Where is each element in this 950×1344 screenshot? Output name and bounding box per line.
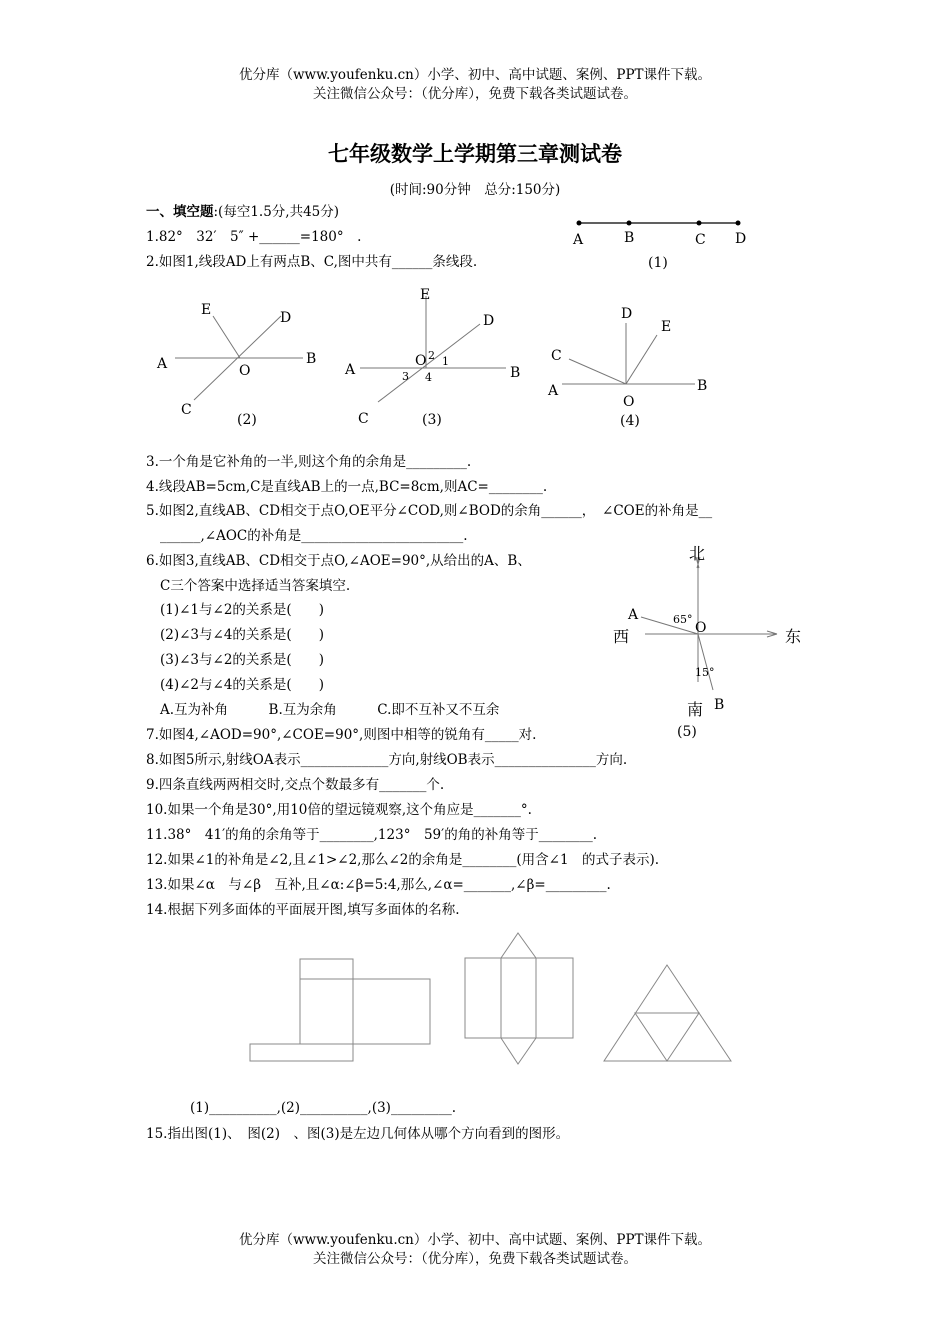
section-heading (146, 203, 339, 221)
fig2-label-d: D (280, 310, 292, 326)
fig5-label-b: B (714, 697, 725, 713)
question-6-options: A.互为补角 B.互为余角 C.即不互补又不互余 (160, 702, 500, 718)
fig3-label-a: A (345, 362, 356, 378)
fig2-caption: (2) (237, 412, 257, 428)
fig2-label-o: O (239, 363, 251, 379)
question-6-line-1: 6.如图3,直线AB、CD相交于点O,∠AOE=90°,从给出的A、B、 (146, 553, 531, 569)
page-subtitle: (时间:90分钟 总分:150分) (389, 182, 561, 198)
question-6-line-2: C三个答案中选择适当答案填空. (160, 578, 351, 594)
fig3-label-c: C (358, 411, 369, 427)
section-heading-label: 一、填空题 (146, 204, 214, 220)
fig4-label-d: D (621, 306, 633, 322)
header-line-2: 关注微信公众号：（优分库），免费下载各类试题试卷。 (313, 86, 637, 102)
net-3 (603, 963, 735, 1063)
question-6-item-2: (2)∠3与∠4的关系是( ) (160, 627, 324, 643)
figure-3 (340, 282, 530, 432)
fig3-label-b: B (510, 365, 521, 381)
fig3-label-2: 2 (428, 349, 435, 362)
fig1-caption: (1) (648, 255, 668, 271)
fig4-label-a: A (548, 383, 559, 399)
fig2-label-b: B (306, 351, 317, 367)
net-1 (249, 958, 434, 1063)
figure-2 (150, 295, 330, 435)
question-5-line-2: ______,∠AOC的补角是________________________. (160, 528, 468, 544)
question-14: 14.根据下列多面体的平面展开图,填写多面体的名称. (146, 902, 460, 918)
question-2: 2.如图1,线段AD上有两点B、C,图中共有______条线段. (146, 254, 478, 270)
fig5-east: 东 (785, 627, 802, 646)
fig2-label-c: C (181, 402, 192, 418)
fig5-angle-b: 15° (695, 666, 715, 679)
question-6-item-4: (4)∠2与∠4的关系是( ) (160, 677, 324, 693)
question-6-item-1: (1)∠1与∠2的关系是( ) (160, 602, 324, 618)
fig1-label-b: B (624, 230, 635, 246)
page-title: 七年级数学上学期第三章测试卷 (328, 142, 622, 166)
figure-1 (570, 215, 760, 275)
question-6-item-3: (3)∠3与∠2的关系是( ) (160, 652, 324, 668)
fig3-label-e: E (420, 287, 431, 303)
fig3-label-4: 4 (425, 371, 432, 384)
fig5-label-a: A (628, 607, 639, 623)
fig5-label-o: O (695, 620, 707, 636)
footer-line-2: 关注微信公众号：（优分库），免费下载各类试题试卷。 (313, 1251, 637, 1267)
figure-5 (605, 542, 815, 742)
fig2-label-e: E (201, 302, 212, 318)
question-14-answers: (1)__________,(2)__________,(3)_________. (190, 1100, 456, 1116)
section-heading-note: :(每空1.5分,共45分) (213, 204, 340, 220)
question-3: 3.一个角是它补角的一半,则这个角的余角是_________. (146, 454, 472, 470)
fig5-west: 西 (613, 627, 630, 646)
fig3-label-d: D (483, 313, 495, 329)
fig1-label-c: C (695, 232, 706, 248)
question-4: 4.线段AB=5cm,C是直线AB上的一点,BC=8cm,则AC=________. (146, 479, 548, 495)
fig4-label-o: O (623, 394, 635, 410)
fig5-north: 北 (689, 544, 706, 563)
fig4-label-e: E (661, 319, 672, 335)
fig4-label-b: B (697, 378, 708, 394)
fig5-angle-a: 65° (673, 613, 693, 626)
question-7: 7.如图4,∠AOD=90°,∠COE=90°,则图中相等的锐角有_____对. (146, 727, 537, 743)
fig3-label-o: O (415, 353, 427, 369)
fig3-label-1: 1 (442, 355, 449, 368)
fig4-caption: (4) (620, 413, 640, 429)
question-1: 1.82° 32′ 5″ +______=180° . (146, 229, 362, 245)
footer-line-1: 优分库（www.youfenku.cn）小学、初中、高中试题、案例、PPT课件下载。 (238, 1232, 712, 1248)
header-line-1: 优分库（www.youfenku.cn）小学、初中、高中试题、案例、PPT课件下载。 (238, 67, 712, 83)
question-10: 10.如果一个角是30°,用10倍的望远镜观察,这个角应是_______°. (146, 802, 532, 818)
question-13: 13.如果∠α 与∠β 互补,且∠α:∠β=5:4,那么,∠α=_______,∠β=_________. (146, 877, 611, 893)
question-15: 15.指出图(1)、 图(2) 、图(3)是左边几何体从哪个方向看到的图形。 (146, 1126, 570, 1142)
fig3-caption: (3) (422, 412, 442, 428)
fig5-south: 南 (687, 700, 704, 719)
fig5-caption: (5) (677, 724, 697, 740)
fig1-label-d: D (735, 231, 747, 247)
question-8: 8.如图5所示,射线OA表示_____________方向,射线OB表示_______________方向. (146, 752, 628, 768)
fig1-label-a: A (573, 232, 584, 248)
question-5-line-1: 5.如图2,直线AB、CD相交于点O,OE平分∠COD,则∠BOD的余角______， ∠COE的补角是__ (146, 503, 713, 519)
question-11: 11.38° 41′的角的余角等于________,123° 59′的角的补角等于________. (146, 827, 597, 843)
fig2-label-a: A (157, 356, 168, 372)
question-9: 9.四条直线两两相交时,交点个数最多有_______个. (146, 777, 445, 793)
fig4-label-c: C (551, 348, 562, 364)
net-2 (464, 930, 576, 1070)
figure-4 (545, 300, 725, 435)
question-12: 12.如果∠1的补角是∠2,且∠1>∠2,那么∠2的余角是________(用含∠1 的式子表示). (146, 852, 660, 868)
fig3-label-3: 3 (402, 370, 409, 383)
